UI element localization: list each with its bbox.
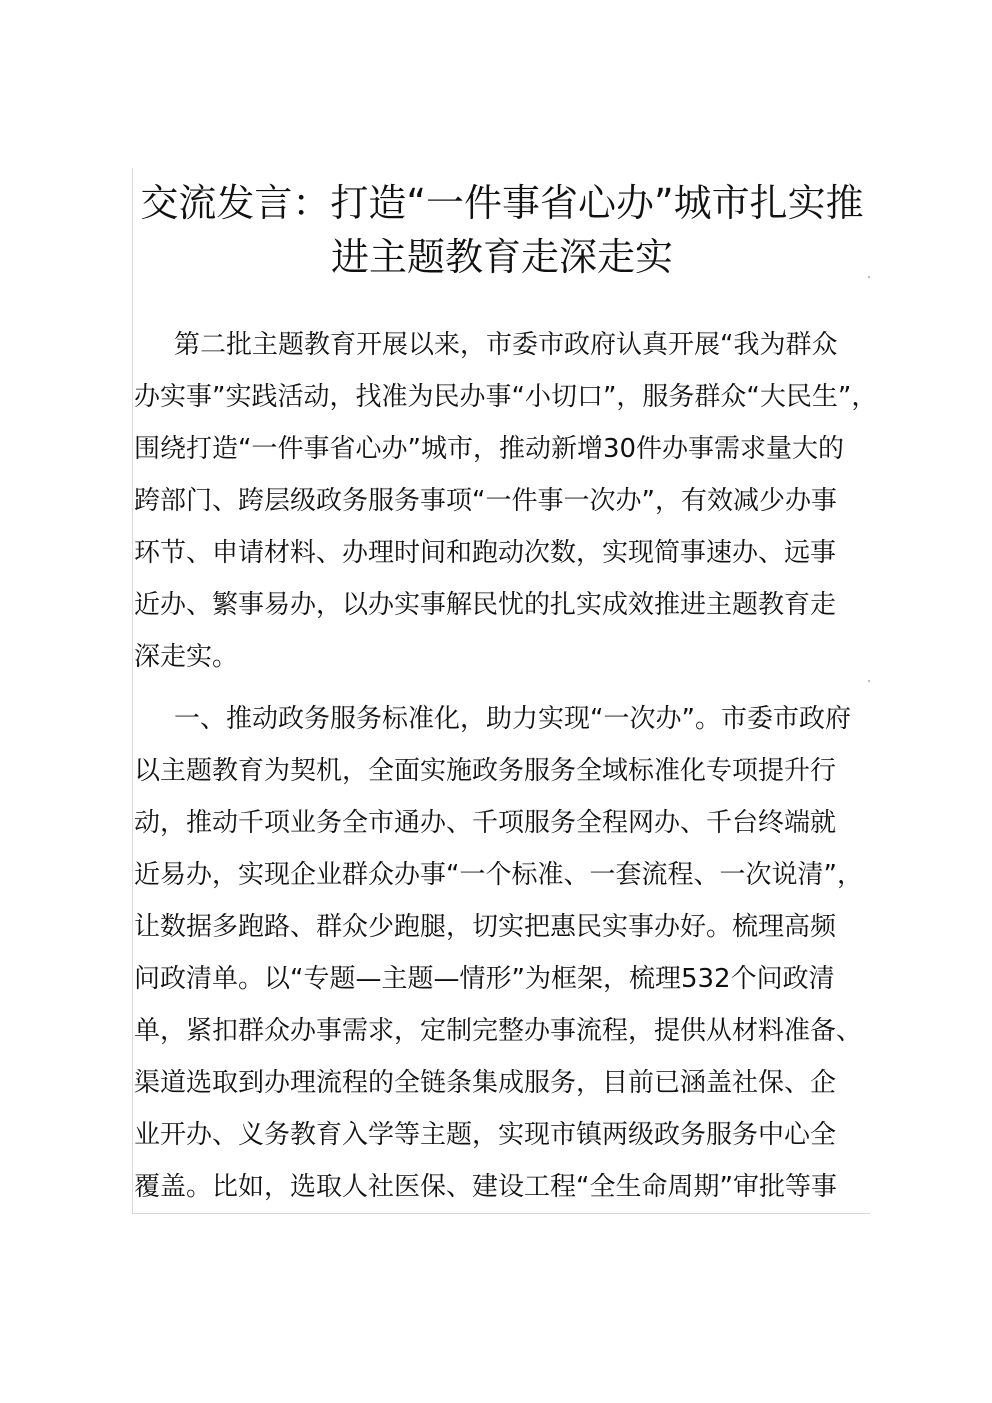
- title-line: 交流发言：打造“一件事省心办”城市扎实推: [140, 181, 864, 225]
- paragraph-line: 跨部门、跨层级政务服务事项“一件事一次办”，有效减少办事: [134, 486, 837, 516]
- paragraph-line: 近易办，实现企业群众办事“一个标准、一套流程、一次说清”，: [134, 860, 863, 890]
- document-title: [134, 176, 870, 284]
- paragraph-line: 业开办、义务教育入学等主题，实现市镇两级政务服务中心全: [134, 1120, 837, 1150]
- paragraph-line: 深走实。: [134, 642, 239, 672]
- paragraph-line: 近办、繁事易办，以办实事解民忧的扎实成效推进主题教育走: [134, 590, 837, 620]
- paragraph-line: 第二批主题教育开展以来，市委市政府认真开展“我为群众: [174, 330, 838, 360]
- paragraph-line: 办实事”实践活动，找准为民办事“小切口”，服务群众“大民生”，: [134, 382, 878, 412]
- paragraph-line: 动，推动千项业务全市通办、千项服务全程网办、千台终端就: [134, 808, 837, 838]
- title-line: 进主题教育走深走实: [330, 235, 673, 279]
- paragraph-section-one: [134, 693, 874, 1213]
- paragraph-line: 覆盖。比如，选取人社医保、建设工程“全生命周期”审批等事: [134, 1172, 837, 1202]
- layout-mark: [868, 680, 870, 682]
- layout-mark: [868, 276, 870, 278]
- paragraph-line: 问政清单。以“专题—主题—情形”为框架，梳理532个问政清: [134, 964, 835, 994]
- paragraph-line: 以主题教育为契机，全面实施政务服务全域标准化专项提升行: [134, 756, 837, 786]
- paragraph-line: 让数据多跑路、群众少跑腿，切实把惠民实事办好。梳理高频: [134, 912, 837, 942]
- paragraph-line: 环节、申请材料、办理时间和跑动次数，实现简事速办、远事: [134, 538, 837, 568]
- paragraph-line: 一、推动政务服务标准化，助力实现“一次办”。市委市政府: [174, 704, 851, 734]
- paragraph-line: 渠道选取到办理流程的全链条集成服务，目前已涵盖社保、企: [134, 1068, 837, 1098]
- paragraph-line: 单，紧扣群众办事需求，定制完整办事流程，提供从材料准备、: [134, 1016, 863, 1046]
- paragraph-line: 围绕打造“一件事省心办”城市，推动新增30件办事需求量大的: [134, 434, 845, 464]
- paragraph-intro: [134, 319, 878, 683]
